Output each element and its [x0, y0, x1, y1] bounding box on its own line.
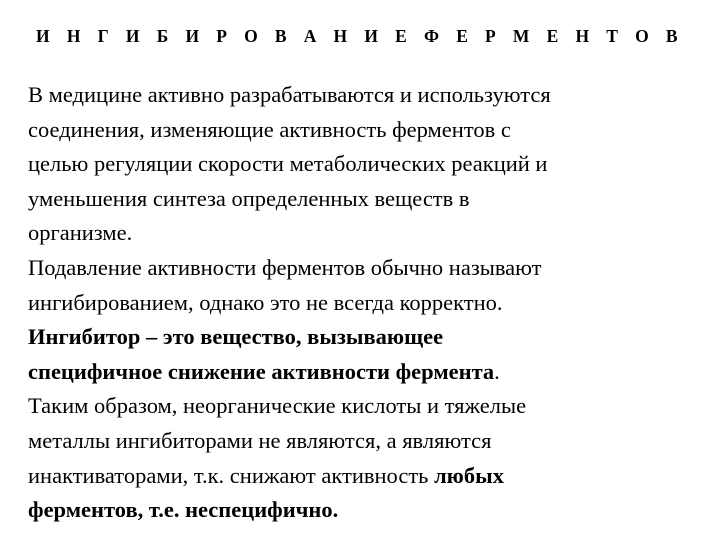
text-line	[28, 251, 714, 286]
text-segment: уменьшения синтеза определенных веществ в	[28, 185, 470, 211]
text-line	[28, 216, 714, 251]
text-segment: соединения, изменяющие активность ферментов с	[28, 116, 511, 142]
text-segment: .	[494, 358, 500, 384]
text-segment: Таким образом, неорганические кислоты и тяжелые	[28, 393, 527, 419]
bold-text-segment: любых	[434, 462, 504, 488]
text-line	[28, 459, 714, 494]
text-segment: инактиваторами, т.к. снижают активность	[28, 462, 435, 488]
text-segment: целью регуляции скорости метаболических реакций и	[28, 151, 548, 177]
text-line	[28, 286, 714, 321]
text-segment: металлы ингибиторами не являются, а являются	[28, 427, 492, 453]
text-segment: ингибированием, однако это не всегда корректно.	[28, 289, 503, 315]
text-segment: организме.	[28, 220, 133, 246]
text-line	[28, 389, 714, 424]
text-line	[28, 182, 714, 217]
text-line	[28, 113, 714, 148]
text-line	[28, 320, 714, 355]
text-segment: В медицине активно разрабатываются и используются	[28, 82, 551, 107]
text-line	[28, 424, 714, 459]
slide-title: И Н Г И Б И Р О В А Н И Е Ф Е Р М Е Н Т О В	[36, 26, 684, 46]
text-line	[28, 147, 714, 182]
text-segment: Подавление активности ферментов обычно называют	[28, 254, 542, 280]
bold-text-segment: Ингибитор – это вещество, вызывающее	[28, 324, 444, 350]
slide-body-text	[28, 78, 714, 528]
bold-text-segment: ферментов, т.е. неспецифично.	[28, 497, 339, 523]
bold-text-segment: специфичное снижение активности фермента	[28, 358, 495, 384]
text-line	[28, 355, 714, 390]
text-line	[28, 493, 714, 528]
text-line	[28, 78, 714, 113]
